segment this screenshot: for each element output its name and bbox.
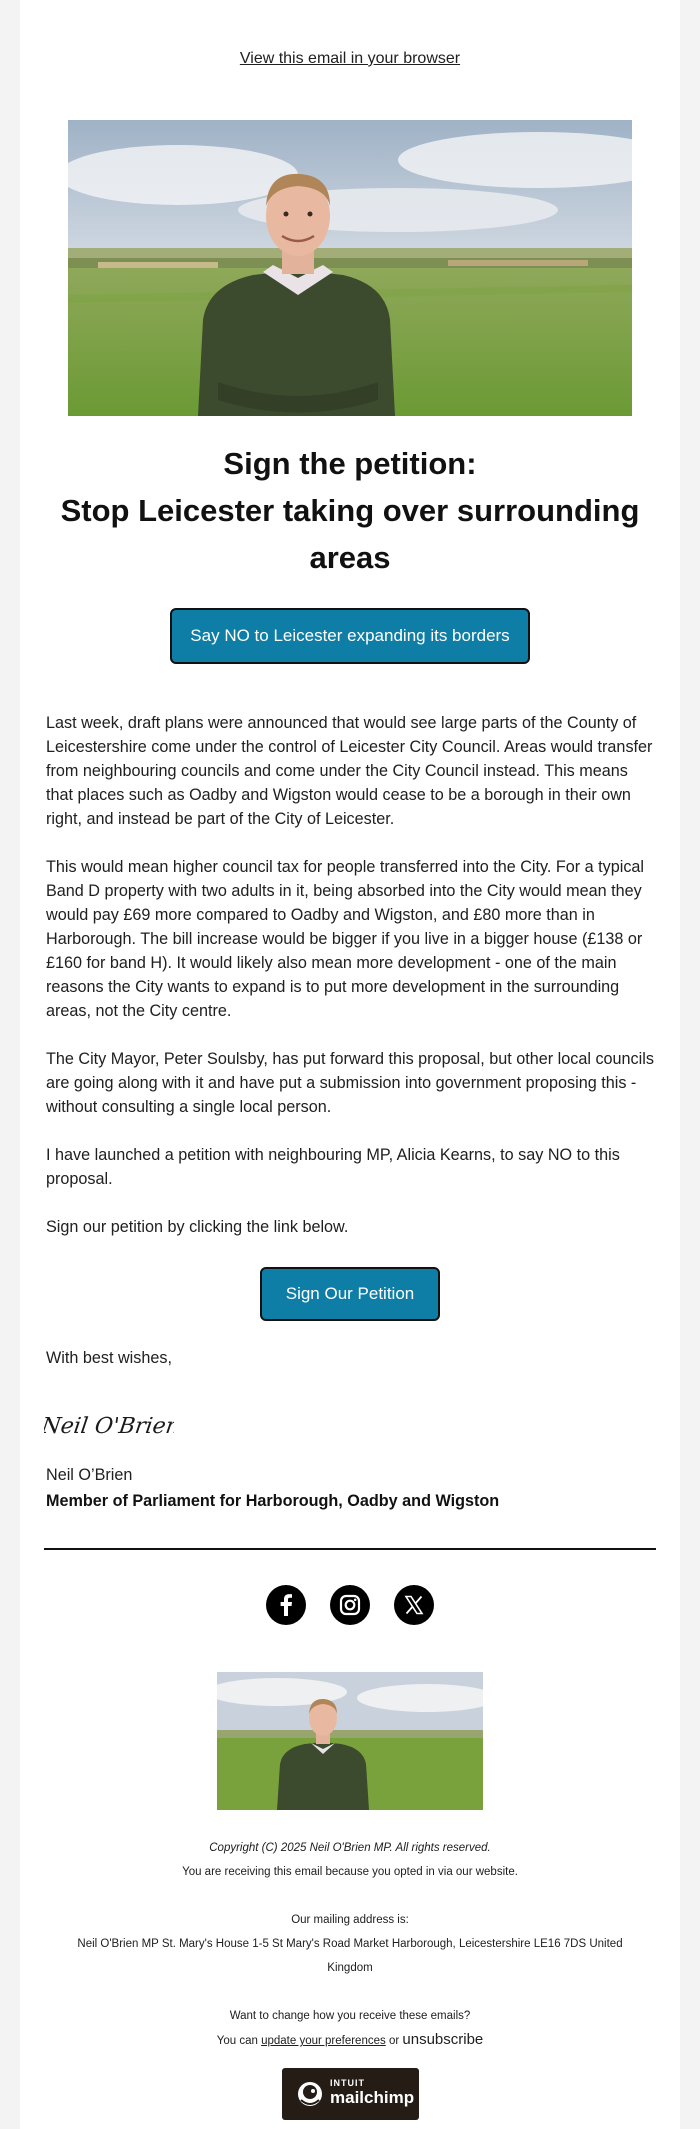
facebook-icon[interactable]	[266, 1585, 306, 1625]
footer-address-label: Our mailing address is:	[291, 1914, 409, 1926]
badge-intuit: INTUIT	[330, 2078, 365, 2088]
svg-text:Neil O'Brien: Neil O'Brien	[44, 1413, 174, 1439]
footer-preferences-line	[60, 2028, 640, 2053]
mailchimp-badge[interactable]	[282, 2068, 419, 2120]
title-line-2: Stop Leicester taking over surrounding areas	[60, 493, 640, 575]
footer-or: or	[388, 2035, 400, 2047]
hero-photo	[68, 120, 632, 416]
x-icon[interactable]	[394, 1585, 434, 1625]
sender-name: Neil O’Brien	[46, 1466, 133, 1484]
page-title	[40, 440, 660, 581]
footer-copyright: Copyright (C) 2025 Neil O'Brien MP. All rights reserved.	[209, 1842, 491, 1854]
instagram-icon[interactable]	[330, 1585, 370, 1625]
footer-reason: You are receiving this email because you opted in via our website.	[182, 1866, 518, 1878]
sign-petition-button[interactable]: Sign Our Petition	[260, 1267, 440, 1321]
view-in-browser-link[interactable]: View this email in your browser	[239, 50, 461, 67]
badge-mailchimp: mailchimp	[330, 2088, 415, 2107]
footer-change-prompt: Want to change how you receive these emails?	[229, 2010, 471, 2022]
body-paragraph-5: Sign our petition by clicking the link below.	[46, 1218, 349, 1236]
title-line-1: Sign the petition:	[223, 446, 477, 481]
closing-wishes: With best wishes,	[46, 1349, 172, 1367]
body-paragraph-4: I have launched a petition with neighbouring MP, Alicia Kearns, to say NO to this proposal.	[46, 1146, 620, 1188]
footer-you-can: You can	[216, 2035, 258, 2047]
handwritten-signature	[44, 1395, 174, 1450]
body-paragraph-2: This would mean higher council tax for people transferred into the City. For a typical Band D property with two adults in it, being absorbed into the City would mean they would pay £69 more compared to Oadby and Wigston, and £80 more than in Harborough. The bill increase would be bigger if you live in a bigger house (£138 or £160 for band H). It would likely also mean more development - one of the main reasons the City wants to expand is to put more development in the surrounding areas, not the City centre.	[46, 858, 645, 1020]
sender-title: Member of Parliament for Harborough, Oadby and Wigston	[46, 1492, 500, 1510]
body-paragraph-1: Last week, draft plans were announced that would see large parts of the County of Leicestershire come under the control of Leicester City Council. Areas would transfer from neighbouring councils and come under the City Council instead. This means that places such as Oadby and Wigston would cease to be a borough in their own right, and instead be part of the City of Leicester.	[46, 714, 653, 828]
footer-address: Neil O'Brien MP St. Mary's House 1-5 St Mary's Road Market Harborough, Leicestershire LE16 7DS United Kingdom	[77, 1938, 623, 1974]
say-no-button[interactable]: Say NO to Leicester expanding its borders	[170, 608, 530, 664]
update-preferences-link[interactable]: update your preferences	[261, 2035, 386, 2047]
body-paragraph-3: The City Mayor, Peter Soulsby, has put forward this proposal, but other local councils are going along with it and have put a submission into government proposing this - without consulting a single local person.	[46, 1050, 654, 1116]
footer-photo	[217, 1672, 483, 1810]
email-container	[20, 0, 680, 2129]
divider	[44, 1548, 656, 1550]
unsubscribe-link[interactable]: unsubscribe	[402, 2031, 484, 2048]
